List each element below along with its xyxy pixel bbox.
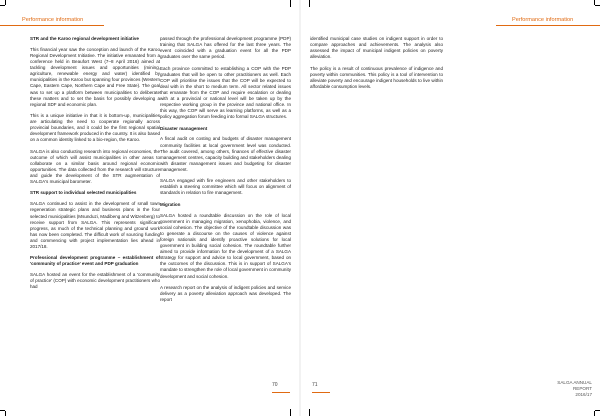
crop-mark — [5, 411, 6, 416]
body-paragraph: SALGA hosted an event for the establishment of a 'community of practice' (COP) with economic development practitioners who had — [30, 272, 160, 290]
page-number-rule-right — [312, 392, 330, 393]
body-paragraph: A fiscal audit on costing and budgets of disaster management community facilities at local government level was conducted. The audit covered, among others, finances of effective disaster management centres, capacity building and stakeholders dealing with disaster management issues and budgeting for disaster management. — [160, 136, 291, 172]
body-paragraph: SALGA hosted a roundtable discussion on the role of local government in managing migration, xenophobia, violence, and social cohesion. The objective of the roundtable discussion was to generate a discourse on the causes of violence against foreign nationals and identify proactive solutions for local government in building social cohesion. The roundtable further aimed to provide information for the development of a SALGA strategy for support and advice to local government, based on the outcomes of the discussion. This is in support of SALGA's mandate to strengthen the role of local government in community development and social cohesion. — [160, 212, 291, 279]
crop-mark — [595, 410, 600, 411]
body-paragraph: This is a unique initiative in that it is bottom-up, municipalities are articulating the need to cooperate regionally across provincial boundaries, and it could be the first regional spatial development framework produced in the country. It is also based on a common identity linked to a bio-region, the Karoo. — [30, 113, 160, 143]
heading-karoo-initiative: STR and the Karoo regional development initiative — [30, 36, 139, 41]
body-paragraph: Each province committed to establishing a COP with the PDP graduates that will be open to other practitioners as well. Each COP will prioritise the issues that the COP will be expected to deal with in the short to medium term. All sector related issues that emanate from the COP and require escalation or dealing with at a provincial or national level will be taken up by the respective working group in the province and national office. In this way, the COP will serve as learning platforms, as well as a policy aggregation forum feeding into formal SALGA structures. — [160, 65, 291, 120]
crop-mark — [0, 410, 5, 411]
page-number-left: 70 — [272, 382, 278, 388]
crop-mark — [290, 409, 291, 416]
body-paragraph: SALGA continued to assist in the development of small town regeneration strategic plans and business plans in the four selected municipalities (Msunduzi, Madibeng and Witzenberg) to receive support from SALGA. This represents significant progress, as much of the technical planning and ground work has now been completed. The difficult work of sourcing funding and commencing with project implementation lies ahead in 2017/18. — [30, 201, 160, 249]
heading-str-support: STR support to individual selected municipalities — [30, 190, 137, 196]
body-paragraph: passed through the professional development programme (PDP) training that SALGA has offered for the last three years. The event coincided with a graduation event for all the PDP graduates over the same period. — [160, 36, 291, 60]
crop-mark — [595, 5, 600, 6]
crop-mark — [309, 0, 310, 7]
body-paragraph: A research report on the analysis of indigent policies and service delivery as a poverty alleviation approach was developed. The report — [160, 284, 291, 302]
crop-mark — [5, 0, 6, 5]
body-paragraph: SALGA engaged with fire engineers and other stakeholders to establish a steering committee which will focus on alignment of standards in relation to fire management. — [160, 178, 291, 196]
left-page-column-1 — [30, 36, 160, 296]
heading-migration: Migration — [160, 201, 181, 207]
heading-professional-development: Professional development programme – establishment of 'community of practice' event and PDP graduation — [30, 255, 160, 267]
body-paragraph: SALGA is also conducting research into regional economies, the outcome of which will assist municipalities in other areas to collaborate on a similar basis around regional economic opportunities. The data collected from the research will structure and guide the development of the STR augmentation of SALGA's municipal barometer. — [30, 148, 160, 185]
report-footer — [540, 380, 600, 398]
body-paragraph: This financial year saw the conception and launch of the Karoo Regional Development Initiative. The initiative emanated from a conference held in Beaufort West (7–8 April 2016) aimed at tackling development issues and opportunities (mining, agriculture, renewable energy and water) identified by municipalities in the Karoo but spanning four provinces (Western Cape, Eastern Cape, Northern Cape and Free State). The goal was to set up a platform between municipalities to deliberate these matters and to set the basis for possibly developing a regional SDF and economic plan. — [30, 46, 160, 107]
report-year: 2016/17 — [575, 392, 592, 397]
crop-mark — [0, 5, 5, 6]
body-paragraph: The policy is a result of continuous prevalence of indigence and poverty within communities. This policy is a tool of intervention to alleviate poverty and encourage indigent households to live within affordable consumption levels. — [310, 65, 443, 89]
page-number-right: 71 — [312, 382, 318, 388]
crop-mark — [594, 411, 595, 416]
page-number-rule-left — [272, 392, 290, 393]
spread-gutter — [299, 0, 301, 416]
heading-disaster-management: Disaster management — [160, 125, 208, 131]
section-header-right: Performance information — [496, 15, 600, 26]
crop-mark — [309, 409, 310, 416]
section-header-left: Performance information — [0, 15, 104, 26]
body-paragraph: identified municipal case studies on indigent support in order to compare approaches and achievements. The analysis also assessed the impact of municipal indigent policies on poverty alleviation. — [310, 36, 443, 60]
right-page-column-1 — [310, 36, 443, 95]
crop-mark — [290, 0, 291, 7]
report-title: SALGA ANNUAL REPORT — [557, 380, 592, 391]
left-page-column-2 — [160, 36, 291, 308]
